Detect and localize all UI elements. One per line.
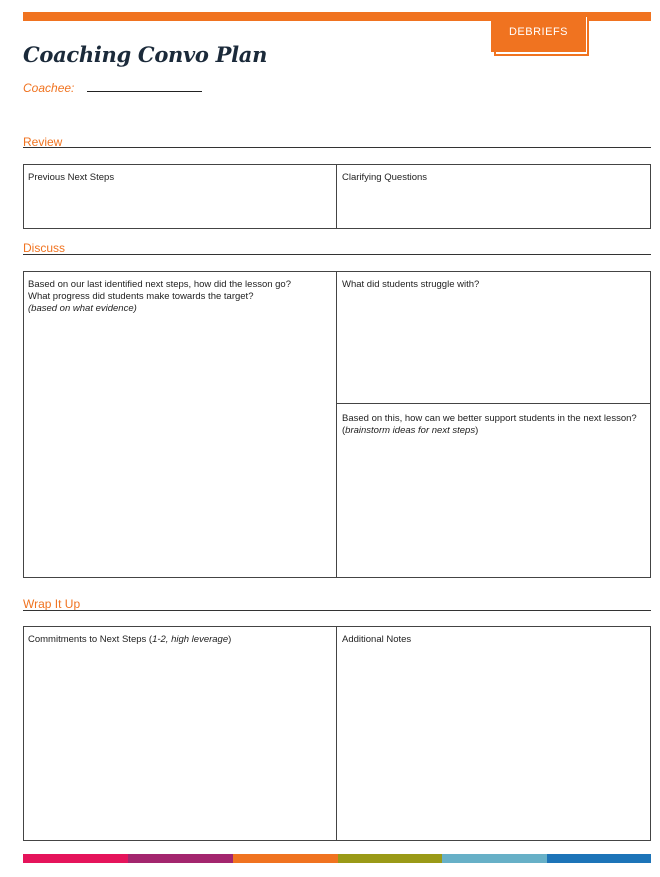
lesson-prompt-line1: Based on our last identified next steps, how did the lesson go?: [28, 279, 292, 290]
additional-notes-label: Additional Notes: [342, 634, 412, 645]
stripe-purple: [128, 854, 233, 863]
wrap-rule: [23, 610, 651, 611]
support-prompt-text: Based on this, how can we better support students in the next lesson? (: [342, 413, 637, 436]
wrap-table: [23, 626, 651, 841]
commitments-text: Commitments to Next Steps (: [28, 634, 153, 645]
review-divider: [336, 165, 337, 228]
stripe-olive: [338, 854, 442, 863]
discuss-vertical-divider: [336, 272, 337, 577]
support-prompt-italic: brainstorm ideas for next steps: [345, 425, 476, 436]
commitments-prompt: [28, 634, 231, 646]
previous-next-steps-label: Previous Next Steps: [28, 172, 115, 183]
review-heading: Review: [23, 135, 63, 149]
review-table: [23, 164, 651, 229]
wrap-heading: Wrap It Up: [23, 597, 81, 611]
clarifying-questions-label: Clarifying Questions: [342, 172, 428, 183]
support-prompt: [342, 413, 642, 437]
tab-label: DEBRIEFS: [491, 12, 586, 52]
stripe-orange: [233, 854, 338, 863]
page-title: Coaching Convo Plan: [23, 42, 268, 67]
lesson-prompt: [28, 279, 328, 315]
coachee-label: Coachee:: [23, 81, 75, 95]
debriefs-tab: [491, 12, 586, 56]
coachee-field-line[interactable]: [87, 91, 202, 92]
discuss-heading: Discuss: [23, 241, 66, 255]
wrap-divider: [336, 627, 337, 840]
discuss-table: [23, 271, 651, 578]
discuss-rule: [23, 254, 651, 255]
stripe-light-blue: [442, 854, 547, 863]
stripe-blue: [547, 854, 651, 863]
struggle-prompt: What did students struggle with?: [342, 279, 480, 290]
review-rule: [23, 147, 651, 148]
lesson-prompt-line3: (based on what evidence): [28, 303, 137, 314]
commitments-italic: 1-2, high leverage: [152, 634, 229, 645]
commitments-end: ): [228, 634, 232, 645]
lesson-prompt-line2: What progress did students make towards the target?: [28, 291, 254, 302]
stripe-pink: [23, 854, 128, 863]
discuss-horizontal-divider: [336, 403, 650, 404]
support-prompt-end: ): [475, 425, 479, 436]
